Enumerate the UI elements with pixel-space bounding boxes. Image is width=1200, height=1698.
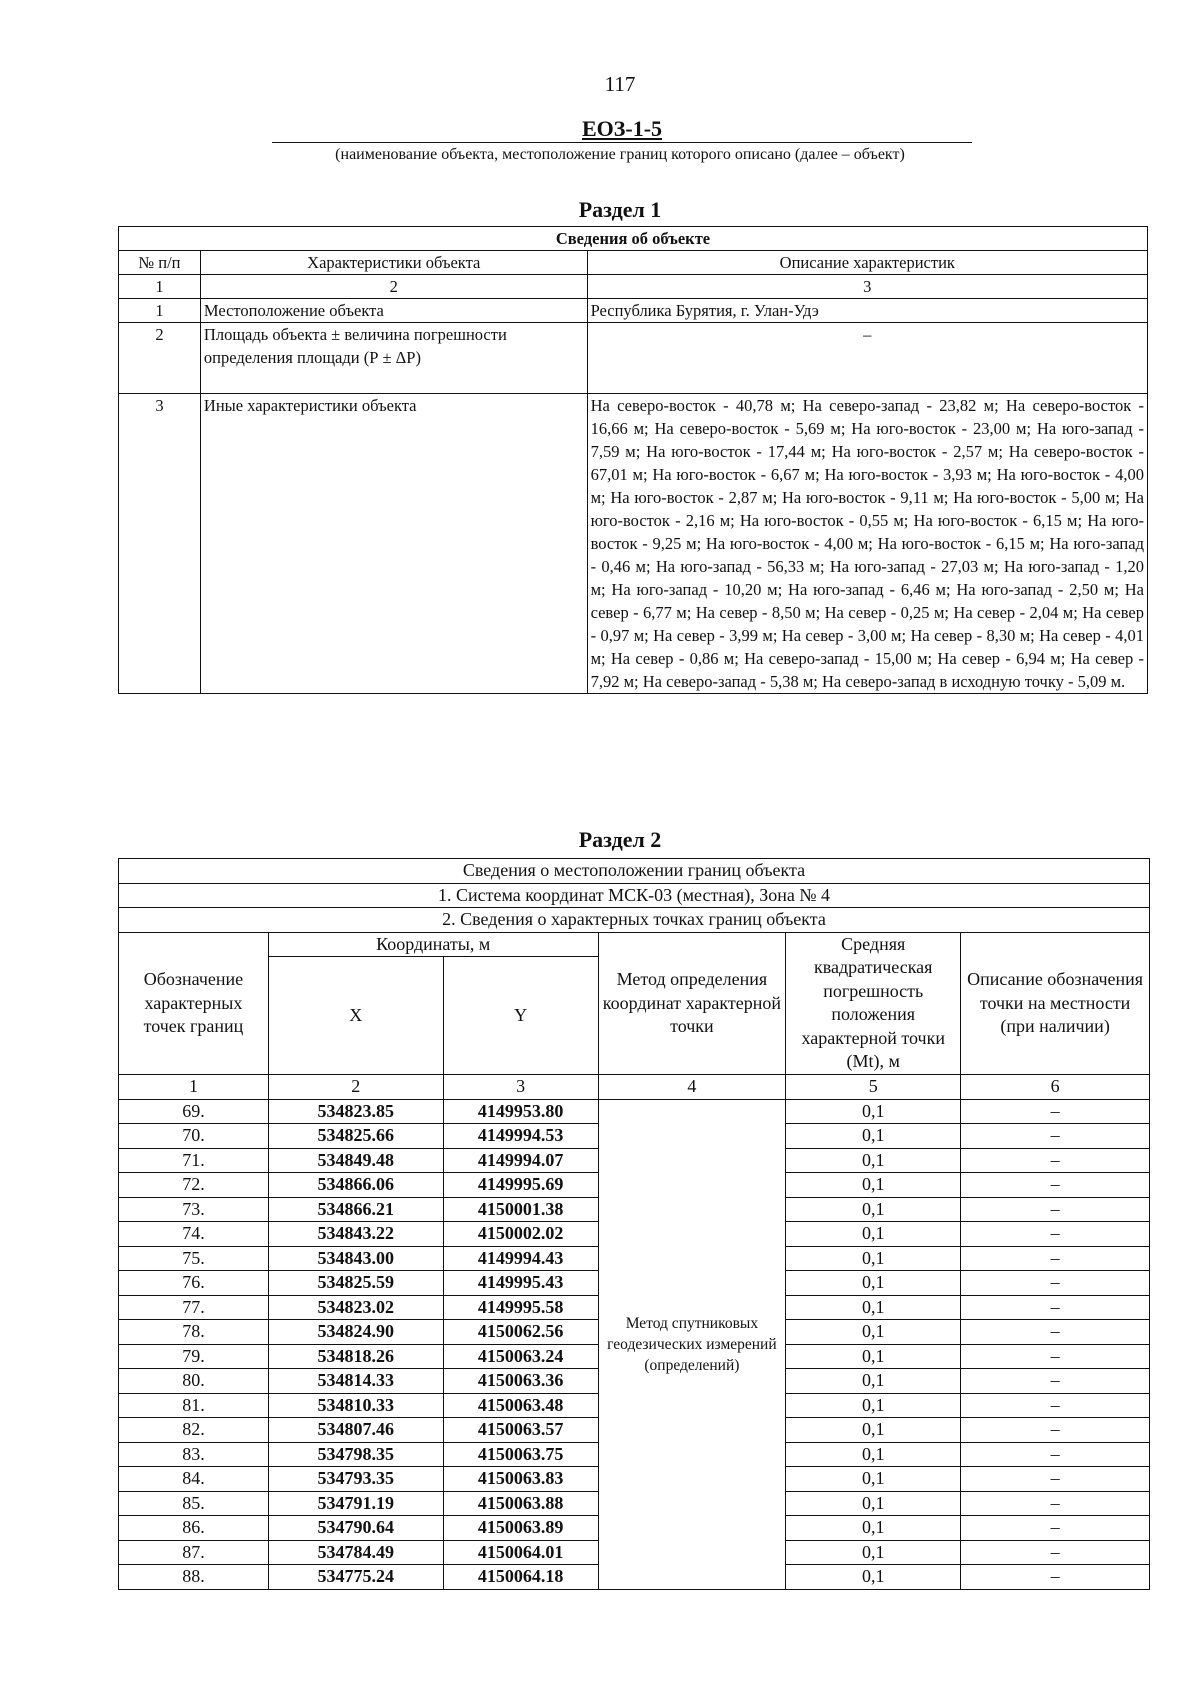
point-y: 4150063.88 [443, 1491, 598, 1516]
point-description: – [961, 1442, 1150, 1467]
point-y: 4150063.48 [443, 1393, 598, 1418]
point-description: – [961, 1565, 1150, 1590]
table-row [119, 394, 1148, 694]
point-description: – [961, 1295, 1150, 1320]
point-id: 81. [119, 1393, 269, 1418]
point-id: 69. [119, 1099, 269, 1124]
point-x: 534823.85 [268, 1099, 443, 1124]
boundary-points-table [118, 858, 1150, 1590]
point-y: 4150062.56 [443, 1320, 598, 1345]
point-x: 534790.64 [268, 1516, 443, 1541]
row-characteristic: Иные характеристики объекта [200, 394, 587, 694]
point-id: 77. [119, 1295, 269, 1320]
point-accuracy: 0,1 [786, 1516, 961, 1541]
row-number: 1 [119, 299, 201, 323]
points-body [119, 1099, 1150, 1589]
col-number-5: 5 [786, 1075, 961, 1100]
point-accuracy: 0,1 [786, 1491, 961, 1516]
point-x: 534791.19 [268, 1491, 443, 1516]
point-x: 534825.59 [268, 1271, 443, 1296]
point-y: 4149994.53 [443, 1124, 598, 1149]
point-description: – [961, 1271, 1150, 1296]
col-number-2: 2 [268, 1075, 443, 1100]
point-id: 85. [119, 1491, 269, 1516]
table-row [119, 323, 1148, 394]
point-description: – [961, 1197, 1150, 1222]
point-y: 4150064.01 [443, 1540, 598, 1565]
point-accuracy: 0,1 [786, 1344, 961, 1369]
header-method: Метод определения координат характерной точки [598, 932, 786, 1075]
point-x: 534843.00 [268, 1246, 443, 1271]
col-number-6: 6 [961, 1075, 1150, 1100]
point-id: 78. [119, 1320, 269, 1345]
point-accuracy: 0,1 [786, 1540, 961, 1565]
point-description: – [961, 1467, 1150, 1492]
point-accuracy: 0,1 [786, 1148, 961, 1173]
object-name-underline [272, 142, 972, 143]
col-number-4: 4 [598, 1075, 786, 1100]
point-description: – [961, 1320, 1150, 1345]
point-description: – [961, 1393, 1150, 1418]
point-y: 4150063.83 [443, 1467, 598, 1492]
point-y: 4149995.43 [443, 1271, 598, 1296]
header-y: Y [443, 957, 598, 1075]
point-y: 4150063.36 [443, 1369, 598, 1394]
point-accuracy: 0,1 [786, 1246, 961, 1271]
point-x: 534825.66 [268, 1124, 443, 1149]
point-description: – [961, 1222, 1150, 1247]
object-caption: (наименование объекта, местоположение границ которого описано (далее – объект) [335, 146, 905, 163]
point-y: 4149995.58 [443, 1295, 598, 1320]
col-number-1: 1 [119, 1075, 269, 1100]
point-accuracy: 0,1 [786, 1099, 961, 1124]
point-x: 534818.26 [268, 1344, 443, 1369]
col-number-3: 3 [443, 1075, 598, 1100]
point-y: 4149995.69 [443, 1173, 598, 1198]
point-accuracy: 0,1 [786, 1442, 961, 1467]
point-y: 4150001.38 [443, 1197, 598, 1222]
point-y: 4150063.57 [443, 1418, 598, 1443]
point-id: 70. [119, 1124, 269, 1149]
point-description: – [961, 1173, 1150, 1198]
point-x: 534849.48 [268, 1148, 443, 1173]
point-description: – [961, 1124, 1150, 1149]
col-number-2: 2 [200, 275, 587, 299]
point-description: – [961, 1491, 1150, 1516]
point-accuracy: 0,1 [786, 1173, 961, 1198]
point-accuracy: 0,1 [786, 1418, 961, 1443]
point-id: 75. [119, 1246, 269, 1271]
point-y: 4149953.80 [443, 1099, 598, 1124]
header-point: Обозначение характерных точек границ [119, 932, 269, 1075]
point-accuracy: 0,1 [786, 1467, 961, 1492]
point-accuracy: 0,1 [786, 1295, 961, 1320]
point-description: – [961, 1246, 1150, 1271]
point-x: 534866.21 [268, 1197, 443, 1222]
section1-title: Раздел 1 [578, 197, 662, 222]
point-id: 74. [119, 1222, 269, 1247]
points-title: 2. Сведения о характерных точках границ объекта [119, 908, 1150, 933]
header-point-description: Описание обозначения точки на местности (при наличии) [961, 932, 1150, 1075]
point-accuracy: 0,1 [786, 1565, 961, 1590]
point-x: 534784.49 [268, 1540, 443, 1565]
point-x: 534866.06 [268, 1173, 443, 1198]
object-info-table-title: Сведения об объекте [119, 227, 1148, 251]
point-x: 534793.35 [268, 1467, 443, 1492]
point-id: 82. [119, 1418, 269, 1443]
point-accuracy: 0,1 [786, 1369, 961, 1394]
point-accuracy: 0,1 [786, 1393, 961, 1418]
point-id: 86. [119, 1516, 269, 1541]
table-row [119, 299, 1148, 323]
header-description: Описание характеристик [587, 251, 1147, 275]
header-number: № п/п [119, 251, 201, 275]
point-y: 4150064.18 [443, 1565, 598, 1590]
row-description: На северо-восток - 40,78 м; На северо-запад - 23,82 м; На северо-восток - 16,66 м; На северо-восток - 5,69 м; На юго-восток - 23,00 м; На юго-запад - 7,59 м; На юго-восток - 17,44 м; На юго-восток - 2,57 м; На северо-восток - 67,01 м; На юго-восток - 6,67 м; На юго-восток - 3,93 м; На юго-восток - 4,00 м; На юго-восток - 2,87 м; На юго-восток - 9,11 м; На юго-восток - 5,00 м; На юго-восток - 2,16 м; На юго-восток - 0,55 м; На юго-восток - 6,15 м; На юго-восток - 9,25 м; На юго-восток - 4,00 м; На юго-восток - 6,15 м; На юго-запад - 0,46 м; На юго-запад - 56,33 м; На юго-запад - 27,03 м; На юго-запад - 1,20 м; На юго-запад - 10,20 м; На юго-запад - 6,46 м; На юго-запад - 2,50 м; На север - 6,77 м; На север - 8,50 м; На север - 0,25 м; На север - 2,04 м; На север - 0,97 м; На север - 3,99 м; На север - 3,00 м; На север - 8,30 м; На север - 4,01 м; На север - 0,86 м; На северо-запад - 15,00 м; На север - 6,94 м; На север - 7,92 м; На северо-запад - 5,38 м; На северо-запад в исходную точку - 5,09 м. [587, 394, 1147, 694]
point-description: – [961, 1099, 1150, 1124]
point-accuracy: 0,1 [786, 1124, 961, 1149]
boundary-table-title: Сведения о местоположении границ объекта [119, 859, 1150, 884]
row-description: – [587, 323, 1147, 394]
point-x: 534814.33 [268, 1369, 443, 1394]
point-id: 83. [119, 1442, 269, 1467]
point-id: 71. [119, 1148, 269, 1173]
row-number: 2 [119, 323, 201, 394]
object-name: ЕОЗ-1-5 [581, 116, 663, 141]
header-characteristic: Характеристики объекта [200, 251, 587, 275]
point-x: 534807.46 [268, 1418, 443, 1443]
row-description: Республика Бурятия, г. Улан-Удэ [587, 299, 1147, 323]
point-description: – [961, 1418, 1150, 1443]
point-x: 534824.90 [268, 1320, 443, 1345]
point-accuracy: 0,1 [786, 1271, 961, 1296]
point-x: 534798.35 [268, 1442, 443, 1467]
point-id: 73. [119, 1197, 269, 1222]
point-accuracy: 0,1 [786, 1197, 961, 1222]
row-number: 3 [119, 394, 201, 694]
point-description: – [961, 1369, 1150, 1394]
page-number: 117 [604, 72, 636, 96]
coord-system: 1. Система координат МСК-03 (местная), Зона № 4 [119, 883, 1150, 908]
point-y: 4150063.89 [443, 1516, 598, 1541]
point-x: 534810.33 [268, 1393, 443, 1418]
point-x: 534843.22 [268, 1222, 443, 1247]
point-description: – [961, 1344, 1150, 1369]
point-description: – [961, 1516, 1150, 1541]
point-id: 72. [119, 1173, 269, 1198]
point-accuracy: 0,1 [786, 1222, 961, 1247]
header-accuracy: Средняя квадратическая погрешность положения характерной точки (Mt), м [786, 932, 961, 1075]
point-y: 4150063.75 [443, 1442, 598, 1467]
point-method: Метод спутниковых геодезических измерений (определений) [598, 1099, 786, 1589]
point-description: – [961, 1148, 1150, 1173]
header-coords: Координаты, м [268, 932, 598, 957]
point-id: 79. [119, 1344, 269, 1369]
point-x: 534775.24 [268, 1565, 443, 1590]
object-info-table [118, 226, 1148, 694]
point-id: 80. [119, 1369, 269, 1394]
point-y: 4149994.43 [443, 1246, 598, 1271]
point-accuracy: 0,1 [786, 1320, 961, 1345]
col-number-1: 1 [119, 275, 201, 299]
point-id: 76. [119, 1271, 269, 1296]
point-y: 4150063.24 [443, 1344, 598, 1369]
table-row [119, 1099, 1150, 1124]
point-description: – [961, 1540, 1150, 1565]
section2-title: Раздел 2 [578, 827, 662, 852]
point-x: 534823.02 [268, 1295, 443, 1320]
row-characteristic: Площадь объекта ± величина погрешности определения площади (Р ± ΔР) [200, 323, 587, 394]
row-characteristic: Местоположение объекта [200, 299, 587, 323]
point-y: 4150002.02 [443, 1222, 598, 1247]
point-id: 87. [119, 1540, 269, 1565]
header-x: X [268, 957, 443, 1075]
point-id: 88. [119, 1565, 269, 1590]
col-number-3: 3 [587, 275, 1147, 299]
point-id: 84. [119, 1467, 269, 1492]
point-y: 4149994.07 [443, 1148, 598, 1173]
